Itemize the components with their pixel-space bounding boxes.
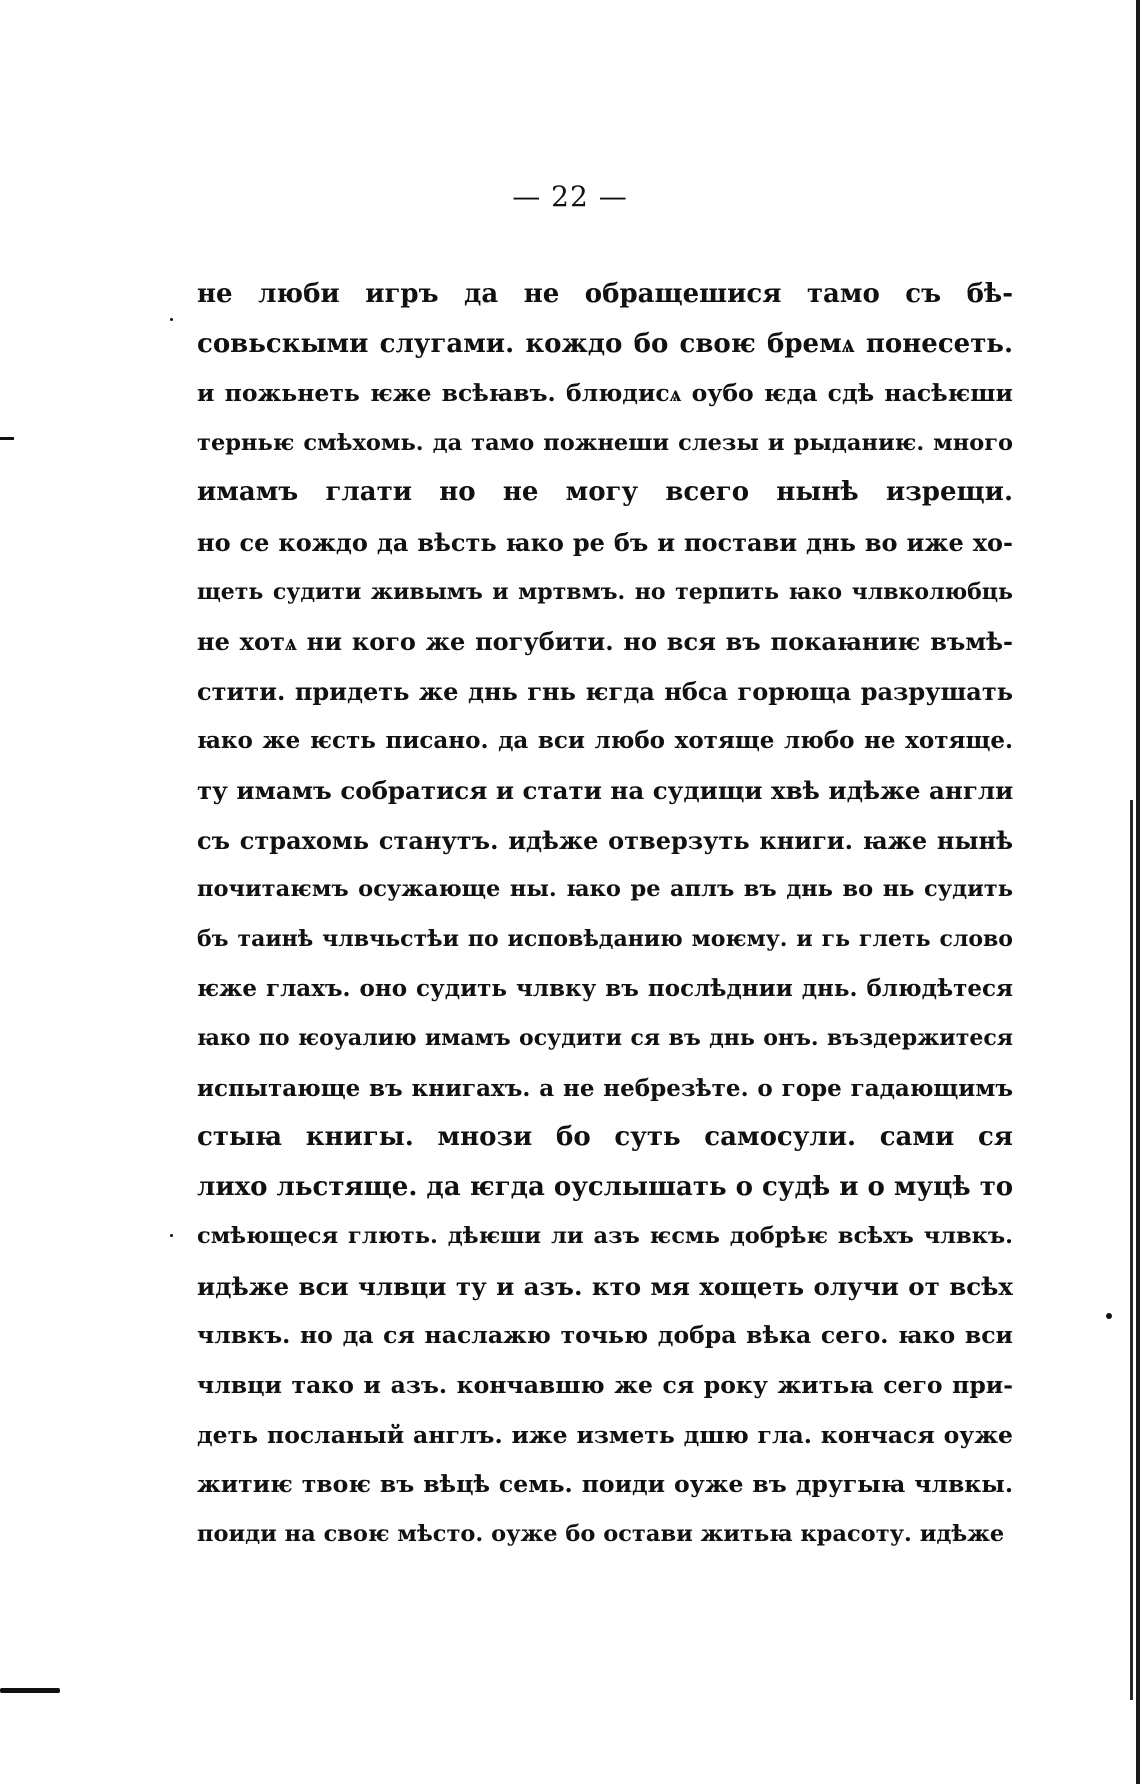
- text-line: деть посланый англъ. иже изметь дшю гла. кончася оуже: [197, 1420, 1013, 1449]
- text-line: не хотѧ ни кого же погубити. но вся въ покаꙗниѥ въмѣ-: [197, 627, 1013, 657]
- text-line: лихо льстяще. да ѥгда оуслышать о судѣ и о муцѣ то: [197, 1171, 1013, 1202]
- page-text: [197, 270, 1013, 1559]
- page-edge-rule: [1136, 0, 1140, 1784]
- text-line: ꙗко по ѥоуалию имамъ осудити ся въ днь онъ. въздержитеся: [197, 1024, 1013, 1051]
- scan-mark: [0, 437, 14, 440]
- text-line: терньѥ смѣхомь. да тамо пожнеши слезы и рыданиѥ. много: [197, 429, 1013, 456]
- text-line: съ страхомь станутъ. идѣже отверзуть книги. ꙗже нынѣ: [197, 825, 1013, 855]
- text-line: ꙗко же ѥсть писано. да вси любо хотяще любо не хотяще.: [197, 727, 1013, 755]
- text-line: ѥже глахъ. оно судить члвку въ послѣднии днь. блюдѣтеся: [197, 975, 1013, 1003]
- text-line: стыꙗ книгы. мнози бо суть самосули. сами ся: [197, 1122, 1013, 1153]
- text-line: почитаѥмъ осужающе ны. ꙗко ре аплъ въ днь во нь судить: [197, 876, 1013, 903]
- text-line: щеть судити живымъ и мртвмъ. но терпить ꙗко члвколюбць: [197, 578, 1013, 605]
- text-line: члвци тако и азъ. кончавшю же ся року житьꙗ сего при-: [197, 1371, 1013, 1400]
- scan-speck: [170, 318, 173, 321]
- text-line: поиди на своѥ мѣсто. оуже бо остави житьꙗ красоту. идѣже: [197, 1520, 1005, 1547]
- text-line: имамъ глати но не могу всего нынѣ изрещи.: [197, 477, 1013, 508]
- text-line: и пожьнеть ѥже всѣꙗвъ. блюдисѧ оубо ѥда сдѣ насѣѥши: [197, 379, 1013, 408]
- page-number: — 22 —: [512, 180, 628, 213]
- scan-mark: [0, 1688, 60, 1693]
- text-line: ту имамъ собратися и стати на судищи хвѣ идѣже англи: [197, 775, 1013, 805]
- text-line: но се кождо да вѣсть ꙗко ре бъ и постави днь во иже хо-: [197, 527, 1013, 557]
- scan-speck: [1106, 1313, 1112, 1319]
- text-line: бъ таинѣ члвчьстѣи по исповѣданию моѥму. и гь глеть слово: [197, 925, 1013, 952]
- text-line: не люби игръ да не обращешися тамо съ бѣ-: [197, 279, 1013, 309]
- text-line: смѣющеся глють. дѣѥши ли азъ ѥсмь добрѣѥ всѣхъ члвкъ.: [197, 1223, 1013, 1250]
- page-edge-shadow: [1130, 800, 1133, 1700]
- text-line: житиѥ твоѥ въ вѣцѣ семь. поиди оуже въ другыꙗ члвкы.: [197, 1470, 1013, 1499]
- text-line: стити. придеть же днь гнь ѥгда нбса горюща разрушать: [197, 676, 1013, 706]
- text-line: идѣже вси члвци ту и азъ. кто мя хощеть олучи от всѣх: [197, 1271, 1013, 1301]
- text-line: испытающе въ книгахъ. а не небрезѣте. о горе гадающимъ: [197, 1074, 1013, 1102]
- text-line: члвкъ. но да ся наслажю точью добра вѣка сего. ꙗко вси: [197, 1321, 1013, 1350]
- text-line: совьскыми слугами. кождо бо своѥ бремѧ понесеть.: [197, 328, 1013, 359]
- scan-speck: [170, 1234, 173, 1237]
